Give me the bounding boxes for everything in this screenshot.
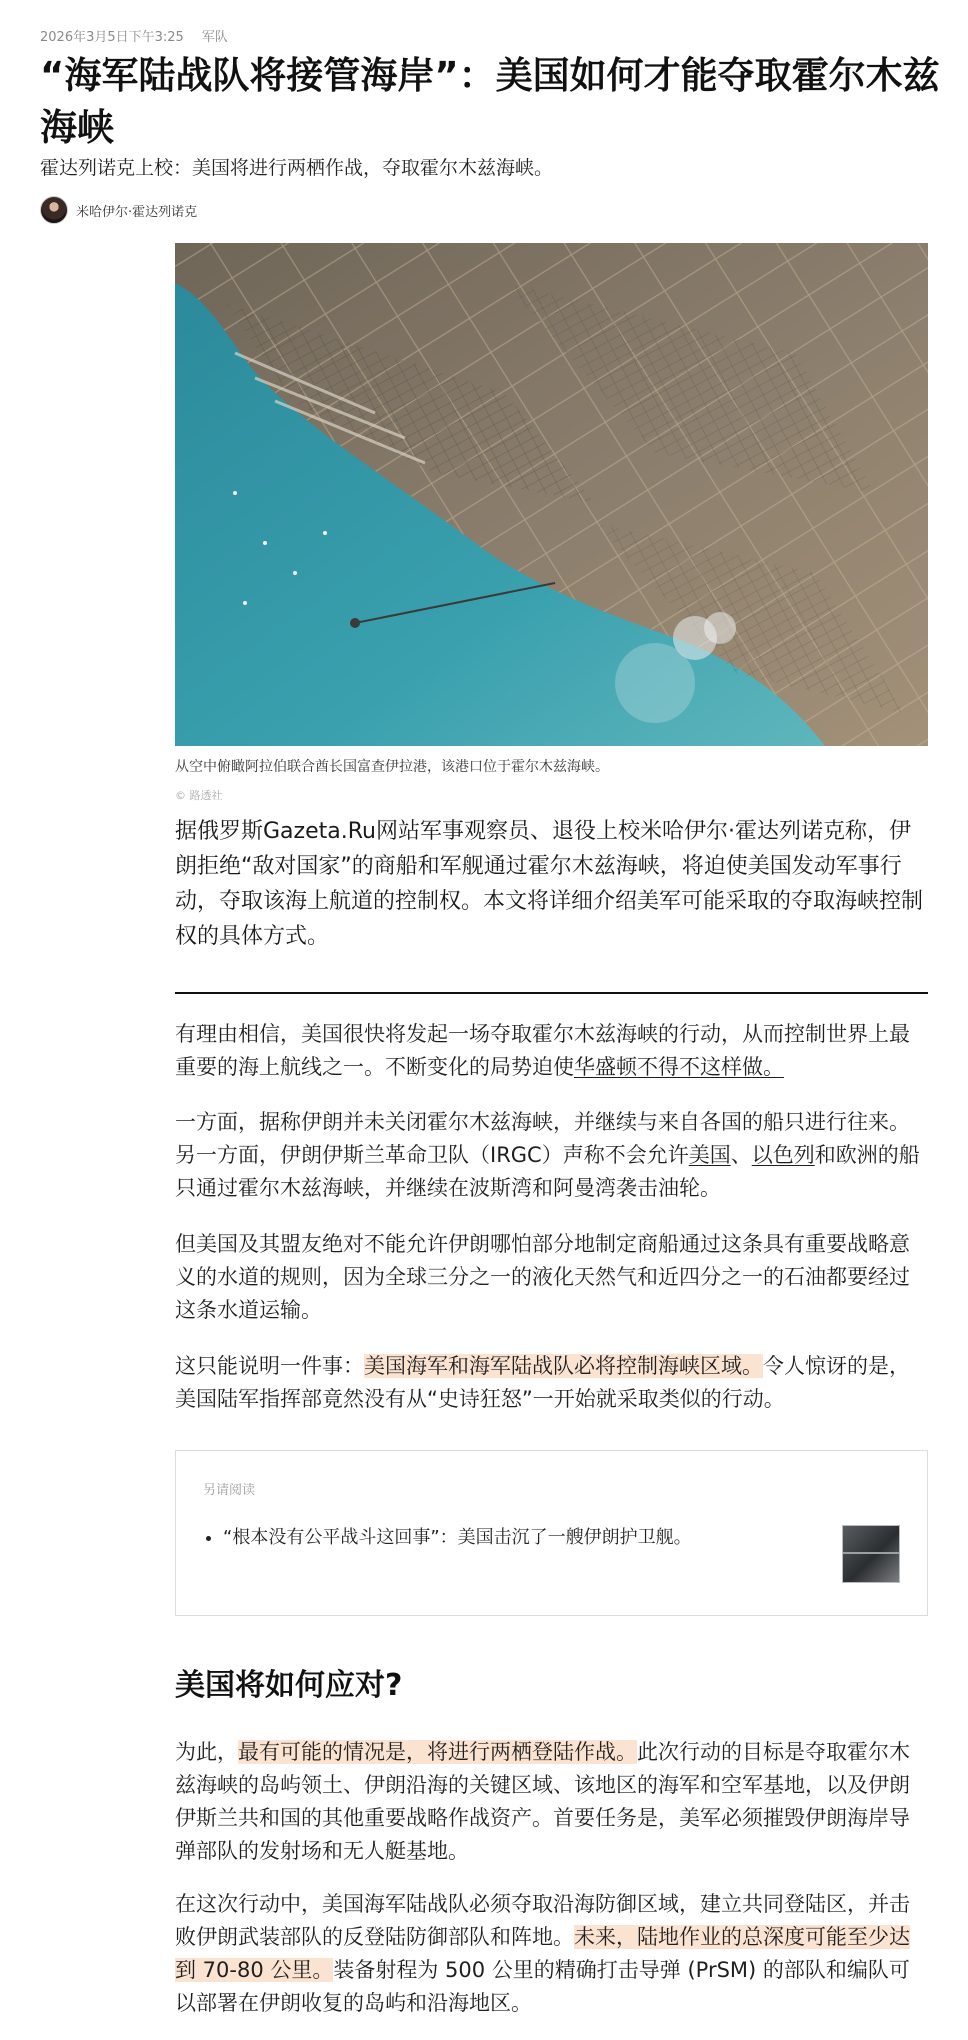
paragraph-text: 一方面，据称伊朗并未关闭霍尔木兹海峡，并继续与来自各国的船只进行往来。另一方面，伊朗伊斯兰革命卫队（IRGC）声称不会允许 [175,1110,910,1167]
hero-image [175,243,928,746]
author-avatar[interactable] [40,196,68,224]
image-caption: 从空中俯瞰阿拉伯联合酋长国富查伊拉港，该港口位于霍尔木兹海峡。 [175,759,609,775]
paragraph-text: 在这次行动中，美国海军陆战队必须夺取沿海防御区域，建立共同登陆区，并击败伊朗武装部队的反登陆防御部队和阵地。 [175,1892,910,1949]
paragraph-text: 装备射程为 500 公里的精确打击导弹 (PrSM) 的部队和编队可以部署在伊朗收复的岛屿和沿海地区。 [175,1958,910,2015]
read-more-list [203,1523,823,1549]
paragraph-text: 这只能说明一件事： [175,1354,364,1378]
washington-link[interactable]: 华盛顿不得不这样做。 [574,1055,784,1079]
separator: 、 [730,1143,752,1167]
read-more-box [175,1450,928,1616]
paragraph-5 [175,1736,928,1868]
image-credit: © 路透社 [175,789,223,802]
israel-link[interactable]: 以色列 [751,1143,815,1167]
highlight-text: 最有可能的情况是，将进行两栖登陆作战。 [238,1740,637,1764]
paragraph-text: 为此， [175,1740,238,1764]
byline[interactable] [40,196,197,224]
paragraph-text: 有理由相信，美国很快将发起一场夺取霍尔木兹海峡的行动，从而控制世界上最重要的海上航线之一。不断变化的局势迫使 [175,1022,910,1079]
paragraph-6 [175,1888,928,2020]
highlight-text: 未来，陆地作业的总深度可能至少达到 70-80 公里。 [175,1925,910,1982]
paragraph-text: 和欧洲的船只通过霍尔木兹海峡，并继续在波斯湾和阿曼湾袭击油轮。 [175,1143,920,1200]
read-more-label: 另请阅读 [203,1483,256,1498]
category-link[interactable]: 军队 [201,30,228,45]
lead-paragraph: 据俄罗斯Gazeta.Ru网站军事观察员、退役上校米哈伊尔·霍达列诺克称，伊朗拒绝“敌对国家”的商船和军舰通过霍尔木兹海峡，将迫使美国发动军事行动，夺取该海上航道的控制权。本文将详细介绍美军可能采取的夺取海峡控制权的具体方式。 [175,819,924,949]
paragraph-text: 令人惊讶的是，美国陆军指挥部竟然没有从“史诗狂怒”一开始就采取类似的行动。 [175,1354,910,1411]
paragraph-1 [175,1018,928,1084]
highlight-text: 美国海军和海军陆战队必将控制海峡区域。 [364,1354,763,1378]
publish-date: 2026年3月5日下午3:25 [40,30,184,45]
section-heading: 美国将如何应对? [175,1668,403,1703]
author-name[interactable]: 米哈伊尔·霍达列诺克 [76,204,198,220]
aerial-port-photo [175,243,928,746]
page-title: “海军陆战队将接管海岸”：美国如何才能夺取霍尔木兹海峡 [40,54,940,149]
paragraph-text: 此次行动的目标是夺取霍尔木兹海峡的岛屿领土、伊朗沿海的关键区域、该地区的海军和空军基地，以及伊朗伊斯兰共和国的其他重要战略作战资产。首要任务是，美军必须摧毁伊朗海岸导弹部队的发射场和无人艇基地。 [175,1740,910,1863]
paragraph-2 [175,1106,928,1205]
paragraph-4 [175,1350,928,1416]
subtitle: 霍达列诺克上校：美国将进行两栖作战，夺取霍尔木兹海峡。 [40,157,554,179]
section-divider [175,992,928,994]
read-more-thumbnail[interactable] [842,1525,900,1583]
article-meta [40,26,228,45]
usa-link[interactable]: 美国 [688,1143,731,1167]
paragraph-3: 但美国及其盟友绝对不能允许伊朗哪怕部分地制定商船通过这条具有重要战略意义的水道的规则，因为全球三分之一的液化天然气和近四分之一的石油都要经过这条水道运输。 [175,1232,910,1322]
read-more-link[interactable]: • “根本没有公平战斗这回事”：美国击沉了一艘伊朗护卫舰。 [223,1523,823,1549]
